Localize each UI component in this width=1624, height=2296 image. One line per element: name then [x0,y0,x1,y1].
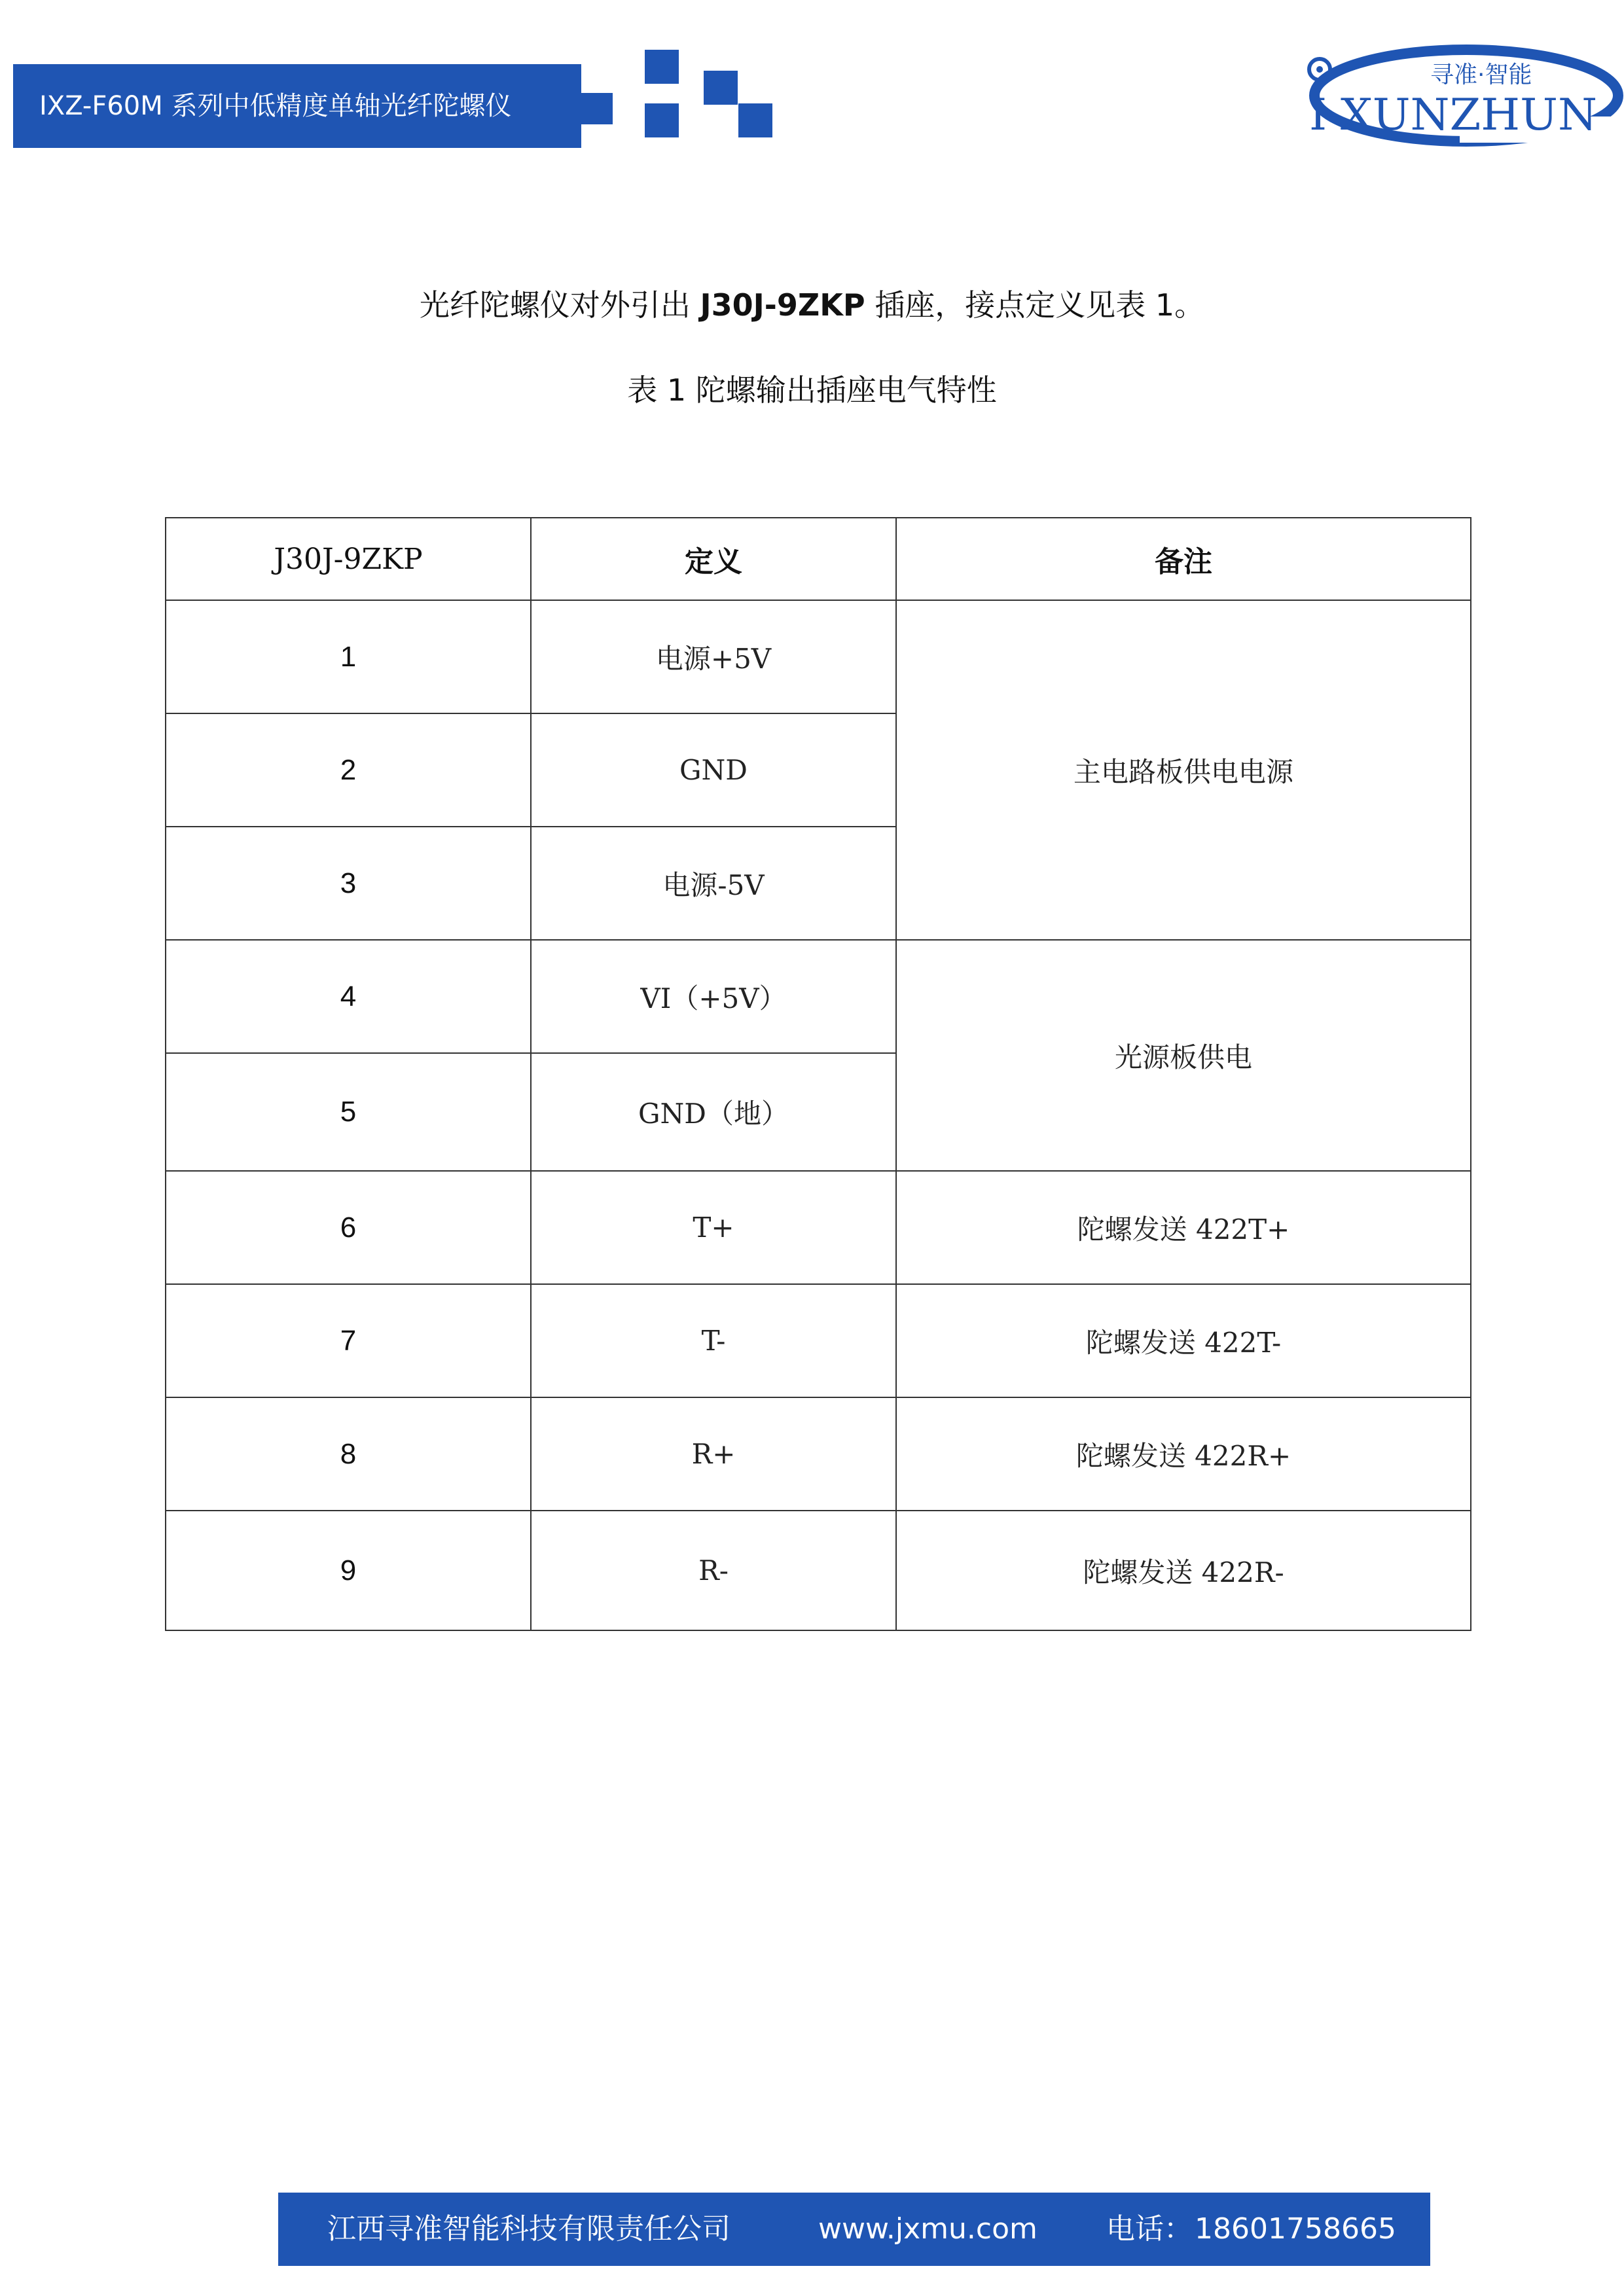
footer-phone: 18601758665 [1195,2212,1396,2246]
pin-remark: 陀螺发送 422T- [896,1284,1471,1397]
intro-prefix: 光纤陀螺仪对外引出 [419,287,700,323]
footer-phone-label: 电话： [1106,2212,1193,2246]
pin-number: 8 [166,1397,531,1511]
table-row [166,1284,1471,1397]
pin-definition-table [165,517,1471,1631]
logo-cn-text: 寻准·智能 [1430,62,1532,88]
pin-definition: GND（地） [531,1053,896,1171]
intro-sentence [0,281,1624,325]
pin-remark: 陀螺发送 422T+ [896,1171,1471,1284]
pin-definition: GND [531,713,896,827]
table-row [166,600,1471,713]
header-connector: J30J-9ZKP [166,518,531,600]
table-row [166,940,1471,1053]
pin-definition: 电源-5V [531,827,896,940]
table-row [166,1171,1471,1284]
decor-square [645,103,679,137]
pin-number: 5 [166,1053,531,1171]
remark-main-power: 主电路板供电电源 [896,600,1471,940]
intro-connector: J30J-9ZKP [700,287,865,323]
pin-definition: R+ [531,1397,896,1511]
pin-remark: 陀螺发送 422R- [896,1511,1471,1630]
logo-en-text: I-XUNZHUN [1309,90,1597,140]
pin-number: 2 [166,713,531,827]
pin-number: 9 [166,1511,531,1630]
pin-number: 6 [166,1171,531,1284]
pin-definition: T+ [531,1171,896,1284]
pin-definition: T- [531,1284,896,1397]
pin-definition: R- [531,1511,896,1630]
header-remark: 备注 [896,518,1471,600]
header-definition: 定义 [531,518,896,600]
decor-square [645,50,679,84]
header-title: IXZ-F60M 系列中低精度单轴光纤陀螺仪 [39,91,512,121]
pin-definition: VI（+5V） [531,940,896,1053]
footer-website[interactable]: www.jxmu.com [818,2212,1038,2246]
table-row [166,1397,1471,1511]
decor-square [704,71,738,105]
table-header-row [166,518,1471,600]
pin-number: 1 [166,600,531,713]
pin-number: 7 [166,1284,531,1397]
table-row [166,1511,1471,1630]
pin-definition: 电源+5V [531,600,896,713]
remark-light-source: 光源板供电 [896,940,1471,1171]
intro-suffix: 插座，接点定义见表 1。 [865,287,1205,323]
footer-company: 江西寻准智能科技有限责任公司 [327,2212,731,2246]
footer-banner [278,2193,1430,2266]
pin-number: 4 [166,940,531,1053]
header-banner-notch [581,93,613,124]
company-logo [1270,38,1623,156]
table-caption: 表 1 陀螺输出插座电气特性 [627,372,997,408]
pin-remark: 陀螺发送 422R+ [896,1397,1471,1511]
decor-square [738,103,772,137]
pin-number: 3 [166,827,531,940]
